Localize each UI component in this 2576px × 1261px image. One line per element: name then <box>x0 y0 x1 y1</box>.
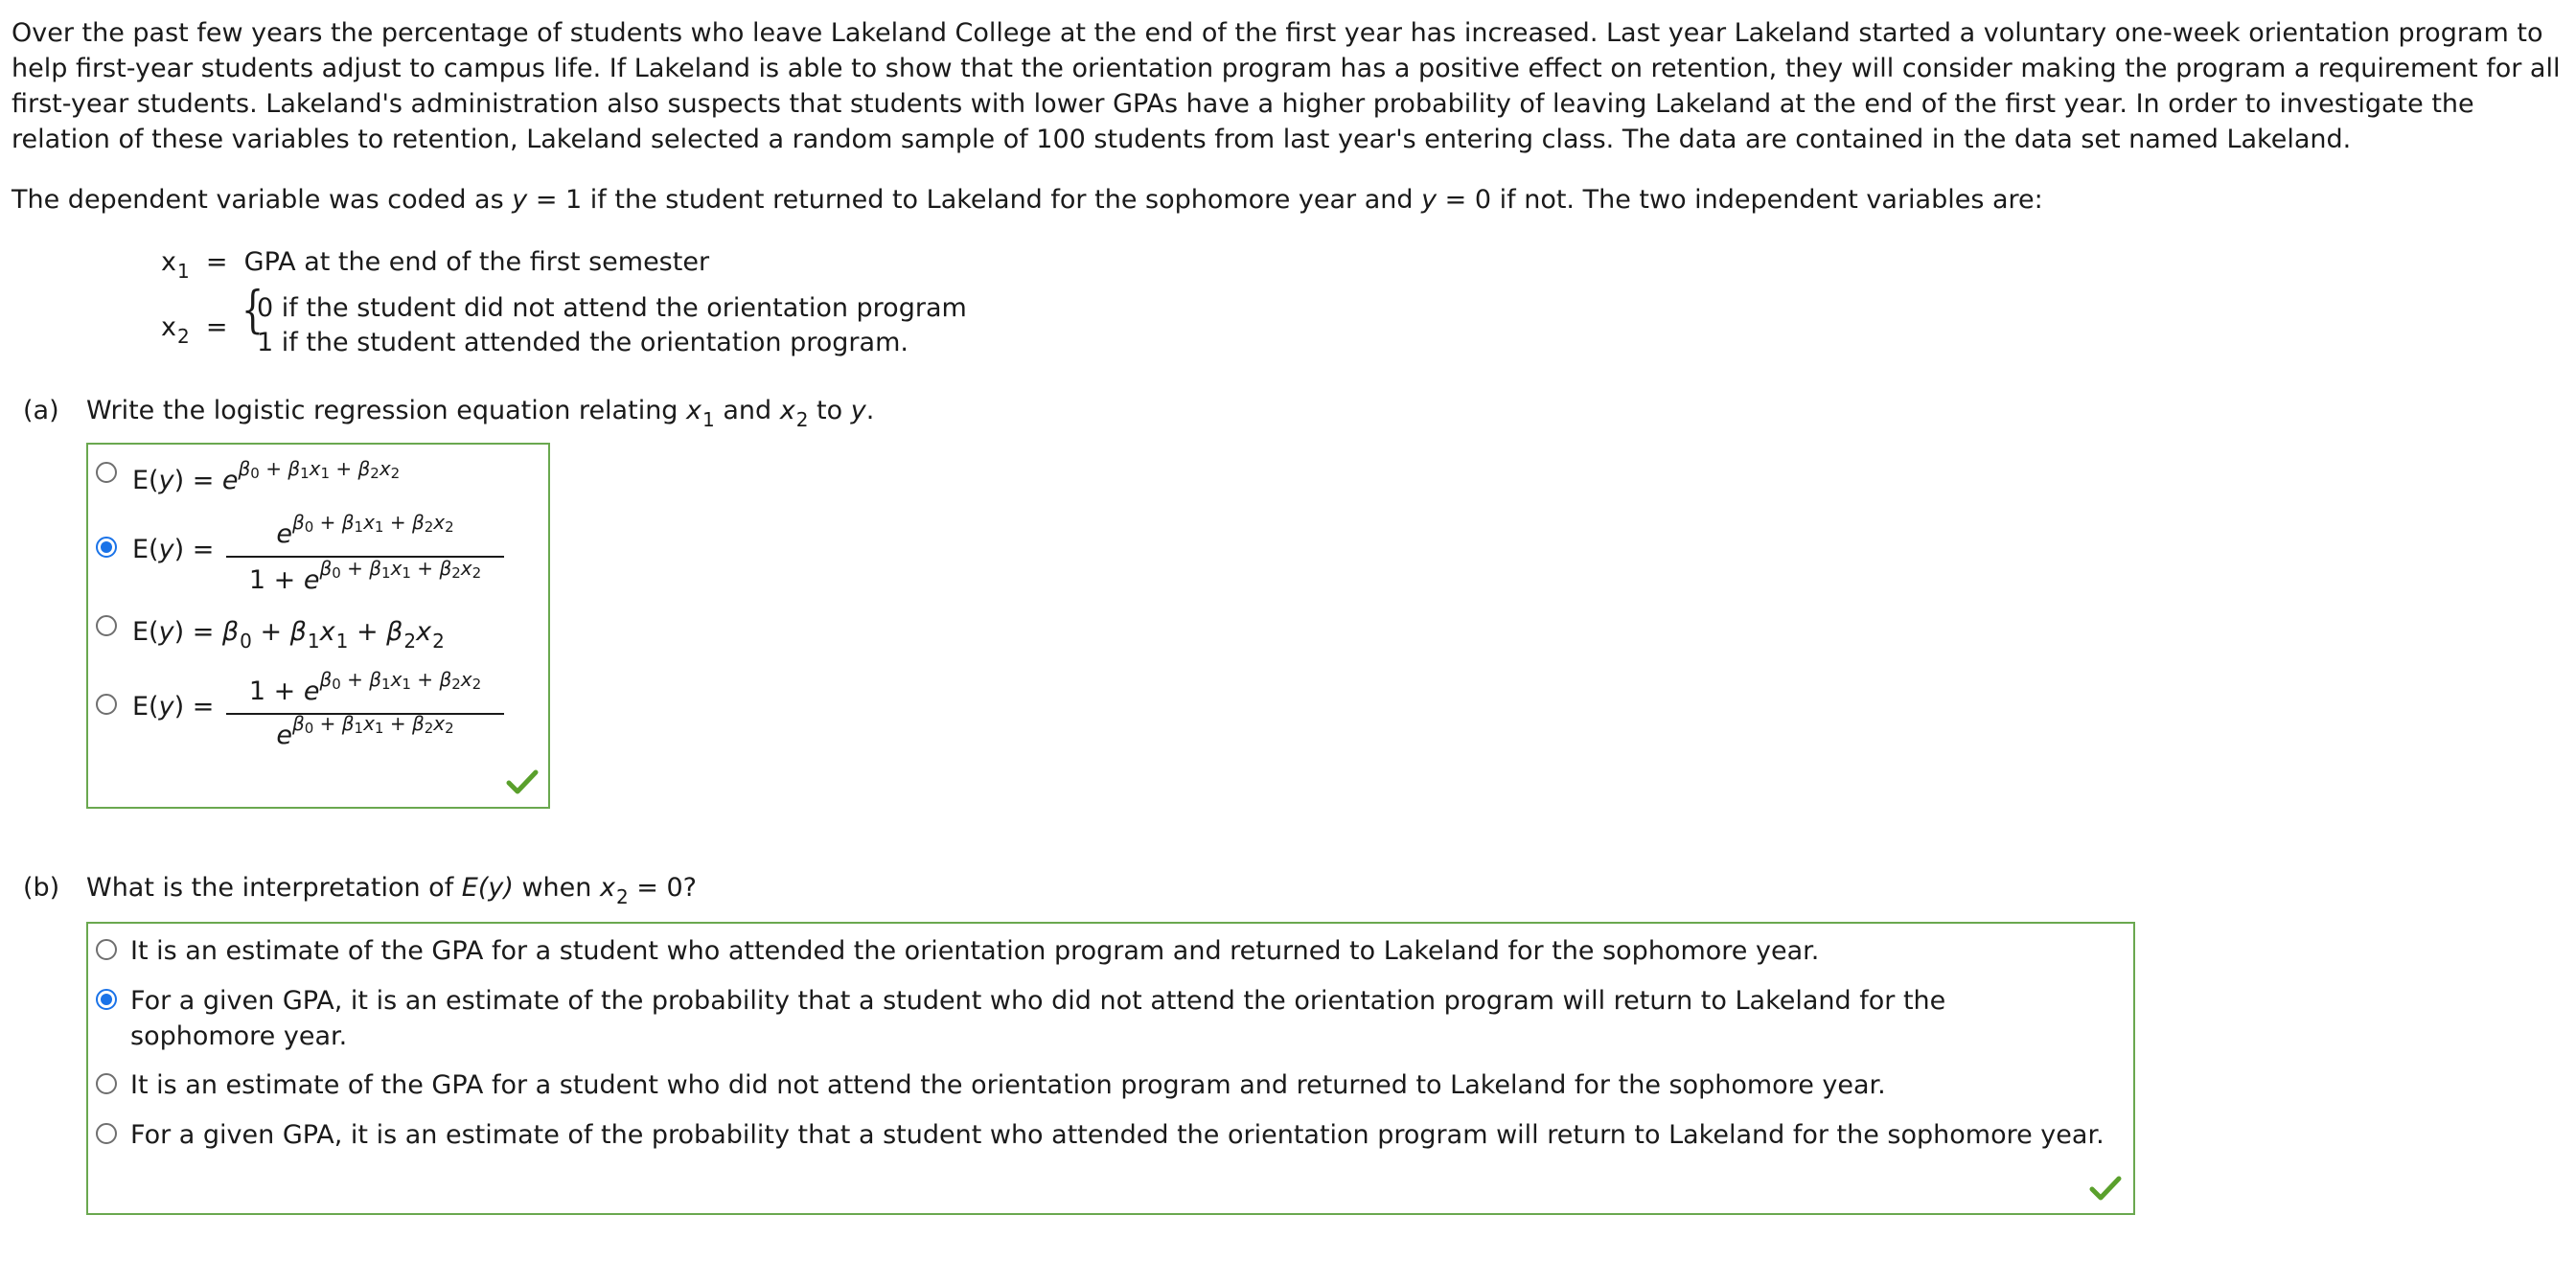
cases-brace: { <box>242 282 264 339</box>
option-2-numerator: $e^{\beta 0 + \beta 1x1 + \beta 2x2}$ <box>276 511 454 549</box>
part-a-option-1[interactable]: $E(y) = e^{\beta 0 + \beta 1x1 + \beta 2x2}$ <box>132 457 401 495</box>
option-2-denominator: $1 + e^{\beta 0 + \beta 1x1 + \beta 2x2}$ <box>248 557 482 595</box>
part-a-option-2-radio[interactable] <box>96 537 117 558</box>
option-4-denominator: $e^{\beta 0 + \beta 1x1 + \beta 2x2}$ <box>276 712 454 750</box>
part-a-option-1-radio[interactable] <box>96 462 117 483</box>
part-b-question: What is the interpretation of E(y) when $x_2 = 0$? <box>86 873 697 908</box>
part-a-option-2[interactable]: E(y) = <box>132 535 215 564</box>
part-a-label: (a) <box>23 396 59 425</box>
part-b-label: (b) <box>23 873 60 903</box>
dependent-variable-description: The dependent variable was coded as y = 1 if the student returned to Lakeland for the sophomore year and y = 0 if not. The two independent variables are: <box>12 185 2043 215</box>
part-a-question: Write the logistic regression equation relating $x_1$ and $x_2$ to y. <box>86 396 875 431</box>
part-a-option-3-radio[interactable] <box>96 615 117 636</box>
part-b-option-2[interactable]: For a given GPA, it is an estimate of the probability that a student who did not attend the orientation program will return to Lakeland for the sophomore year. <box>130 986 1946 1051</box>
part-a-option-4[interactable]: E(y) = <box>132 692 215 722</box>
part-a-option-3[interactable]: $E(y) = \beta_0 + \beta_1x_1 + \beta_2x_2$ <box>132 617 445 653</box>
x2-case-0: 0 if the student did not attend the orientation program <box>257 293 967 323</box>
part-b-option-2-radio[interactable] <box>96 989 117 1010</box>
part-b-option-4-radio[interactable] <box>96 1123 117 1144</box>
x2-cases <box>257 291 967 360</box>
part-b-option-4[interactable]: For a given GPA, it is an estimate of the probability that a student who attended the orientation program will return to Lakeland for the sophomore year. <box>130 1120 2104 1150</box>
part-b-option-3-radio[interactable] <box>96 1073 117 1094</box>
part-b-option-1-radio[interactable] <box>96 939 117 960</box>
part-b-option-3[interactable]: It is an estimate of the GPA for a student who did not attend the orientation program and returned to Lakeland for the sophomore year. <box>130 1070 1886 1100</box>
checkmark-icon <box>506 768 539 795</box>
part-b-option-1[interactable]: It is an estimate of the GPA for a student who attended the orientation program and returned to Lakeland for the sophomore year. <box>130 936 1820 966</box>
part-a-option-4-radio[interactable] <box>96 694 117 715</box>
x2-definition-label: $x_2$ = <box>161 312 228 348</box>
checkmark-icon <box>2089 1175 2122 1202</box>
x2-case-1: 1 if the student attended the orientation program. <box>257 328 908 357</box>
problem-intro: Over the past few years the percentage of students who leave Lakeland College at the end of the first year has increased. Last year Lakeland started a voluntary one-week orientation program to help first-year students adjust to campus life. If Lakeland is able to show that the orientation program has a positive effect on retention, they will consider making the program a requirement for all first-year students. Lakeland's administration also suspects that students with lower GPAs have a higher probability of leaving Lakeland at the end of the first year. In order to investigate the relation of these variables to retention, Lakeland selected a random sample of 100 students from last year's entering class. The data are contained in the data set named Lakeland. <box>12 18 2561 154</box>
option-4-numerator: $1 + e^{\beta 0 + \beta 1x1 + \beta 2x2}$ <box>248 668 482 706</box>
x1-definition: $x_1$ = GPA at the end of the first semester <box>161 247 710 283</box>
